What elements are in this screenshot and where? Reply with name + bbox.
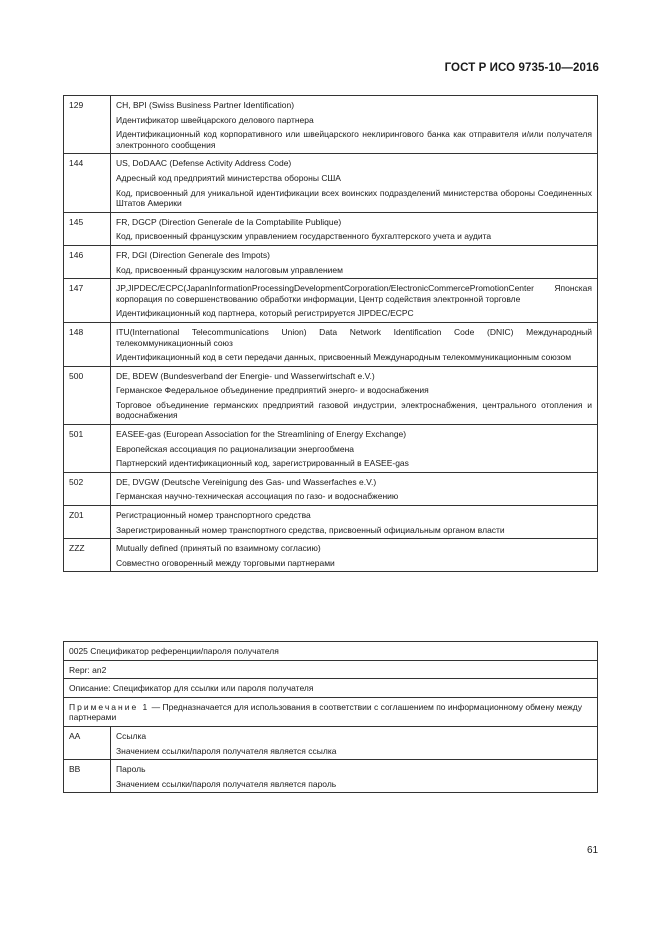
description-line: Значением ссылки/пароля получателя является ссылка bbox=[116, 745, 337, 756]
description-line: Адресный код предприятий министерства обороны США bbox=[116, 172, 341, 183]
description-line: JP,JIPDEC/ECPC(JapanInformationProcessingDevelopmentCorporation/ElectronicCommercePromotionCenter Японская корпорация по совершенствованию обработки информации, Центр содействия электронной торговле bbox=[116, 283, 592, 304]
description-cell bbox=[111, 279, 598, 323]
spec-repr-row bbox=[64, 660, 598, 679]
spec-title-row bbox=[64, 642, 598, 661]
code-cell: 146 bbox=[64, 245, 111, 278]
description-cell bbox=[111, 760, 598, 793]
code-cell: ZZZ bbox=[64, 539, 111, 572]
page-number: 61 bbox=[587, 845, 599, 856]
code-cell: AA bbox=[64, 726, 111, 759]
table-row bbox=[64, 472, 598, 505]
description-line: Значением ссылки/пароля получателя является пароль bbox=[116, 778, 337, 789]
table-row bbox=[64, 154, 598, 212]
description-line: Зарегистрированный номер транспортного средства, присвоенный официальным органом власти bbox=[116, 524, 505, 535]
spec-title: 0025 Спецификатор референции/пароля получателя bbox=[64, 642, 598, 661]
codes-table bbox=[63, 95, 598, 572]
table-row bbox=[64, 212, 598, 245]
description-cell bbox=[111, 96, 598, 154]
description-cell bbox=[111, 154, 598, 212]
code-cell: BB bbox=[64, 760, 111, 793]
document-id: ГОСТ Р ИСО 9735-10—2016 bbox=[444, 62, 599, 74]
description-line: Ссылка bbox=[116, 730, 147, 741]
description-cell bbox=[111, 539, 598, 572]
description-line: Германское Федеральное объединение предприятий энерго- и водоснабжения bbox=[116, 385, 429, 396]
description-line: FR, DGCP (Direction Generale de la Comptabilite Publique) bbox=[116, 216, 342, 227]
description-line: Код, присвоенный для уникальной идентификации всех воинских подразделений министерства обороны Соединенных Штатов Америки bbox=[116, 187, 592, 209]
description-line: Идентификационный код в сети передачи данных, присвоенный Международным телекоммуникационным союзом bbox=[116, 352, 572, 363]
description-line: Пароль bbox=[116, 764, 146, 775]
spec-note bbox=[64, 697, 598, 726]
description-line: Mutually defined (принятый по взаимному согласию) bbox=[116, 543, 321, 554]
description-line: Код, присвоенный французским управлением государственного бухгалтерского учета и аудита bbox=[116, 231, 492, 242]
table-row bbox=[64, 245, 598, 278]
description-line: Идентификационный код корпоративного или швейцарского неклирингового банка как отправителя и/или получателя электронного сообщения bbox=[116, 129, 592, 150]
code-cell: 148 bbox=[64, 322, 111, 366]
description-line: Совместно оговоренный между торговыми партнерами bbox=[116, 557, 335, 568]
spec-note-row bbox=[64, 697, 598, 726]
code-cell: 500 bbox=[64, 366, 111, 424]
code-cell: Z01 bbox=[64, 506, 111, 539]
description-cell bbox=[111, 506, 598, 539]
code-cell: 502 bbox=[64, 472, 111, 505]
description-cell bbox=[111, 425, 598, 473]
description-line: ITU(International Telecommunications Union) Data Network Identification Code (DNIC) Международный телекоммуникационный союз bbox=[116, 326, 592, 348]
table-row bbox=[64, 760, 598, 793]
description-line: DE, DVGW (Deutsche Vereinigung des Gas- und Wasserfaches e.V.) bbox=[116, 476, 377, 487]
description-cell bbox=[111, 212, 598, 245]
description-line: CH, BPI (Swiss Business Partner Identification) bbox=[116, 100, 295, 110]
description-cell bbox=[111, 726, 598, 759]
description-line: EASEE-gas (European Association for the Streamlining of Energy Exchange) bbox=[116, 429, 407, 440]
table-row bbox=[64, 726, 598, 759]
description-line: Идентификационный код партнера, который регистрируется JIPDEC/ECPC bbox=[116, 308, 414, 319]
description-line: US, DoDAAC (Defense Activity Address Code) bbox=[116, 158, 292, 169]
description-line: Партнерский идентификационный код, зарегистрированный в EASEE-gas bbox=[116, 458, 409, 469]
table-row bbox=[64, 506, 598, 539]
description-line: Код, присвоенный французским налоговым управлением bbox=[116, 264, 343, 275]
code-cell: 501 bbox=[64, 425, 111, 473]
description-line: Европейская ассоциация по рационализации энергообмена bbox=[116, 443, 355, 454]
spec-table bbox=[63, 641, 598, 793]
code-cell: 129 bbox=[64, 96, 111, 154]
description-cell bbox=[111, 472, 598, 505]
table-row bbox=[64, 96, 598, 154]
description-line: Германская научно-техническая ассоциация по газо- и водоснабжению bbox=[116, 491, 399, 502]
description-cell bbox=[111, 366, 598, 424]
description-cell bbox=[111, 322, 598, 366]
description-cell bbox=[111, 245, 598, 278]
description-line: FR, DGI (Direction Generale des Impots) bbox=[116, 249, 270, 260]
description-line: Идентификатор швейцарского делового партнера bbox=[116, 114, 314, 125]
note-text: — Предназначается для использования в соответствии с соглашением по информационному обмену между партнерами bbox=[69, 701, 583, 723]
spec-description-row bbox=[64, 679, 598, 698]
spec-repr: Repr: an2 bbox=[64, 660, 598, 679]
table-row bbox=[64, 322, 598, 366]
code-cell: 145 bbox=[64, 212, 111, 245]
description-line: DE, BDEW (Bundesverband der Energie- und Wasserwirtschaft e.V.) bbox=[116, 370, 375, 381]
note-label: Примечание 1 bbox=[69, 701, 150, 712]
spec-description: Описание: Спецификатор для ссылки или пароля получателя bbox=[64, 679, 598, 698]
code-cell: 147 bbox=[64, 279, 111, 323]
table-row bbox=[64, 279, 598, 323]
code-cell: 144 bbox=[64, 154, 111, 212]
table-row bbox=[64, 425, 598, 473]
table-row bbox=[64, 539, 598, 572]
description-line: Торговое объединение германских предприятий газовой индустрии, электроснабжения, центрального отопления и водоснабжения bbox=[116, 399, 592, 421]
table-row bbox=[64, 366, 598, 424]
description-line: Регистрационный номер транспортного средства bbox=[116, 510, 311, 521]
